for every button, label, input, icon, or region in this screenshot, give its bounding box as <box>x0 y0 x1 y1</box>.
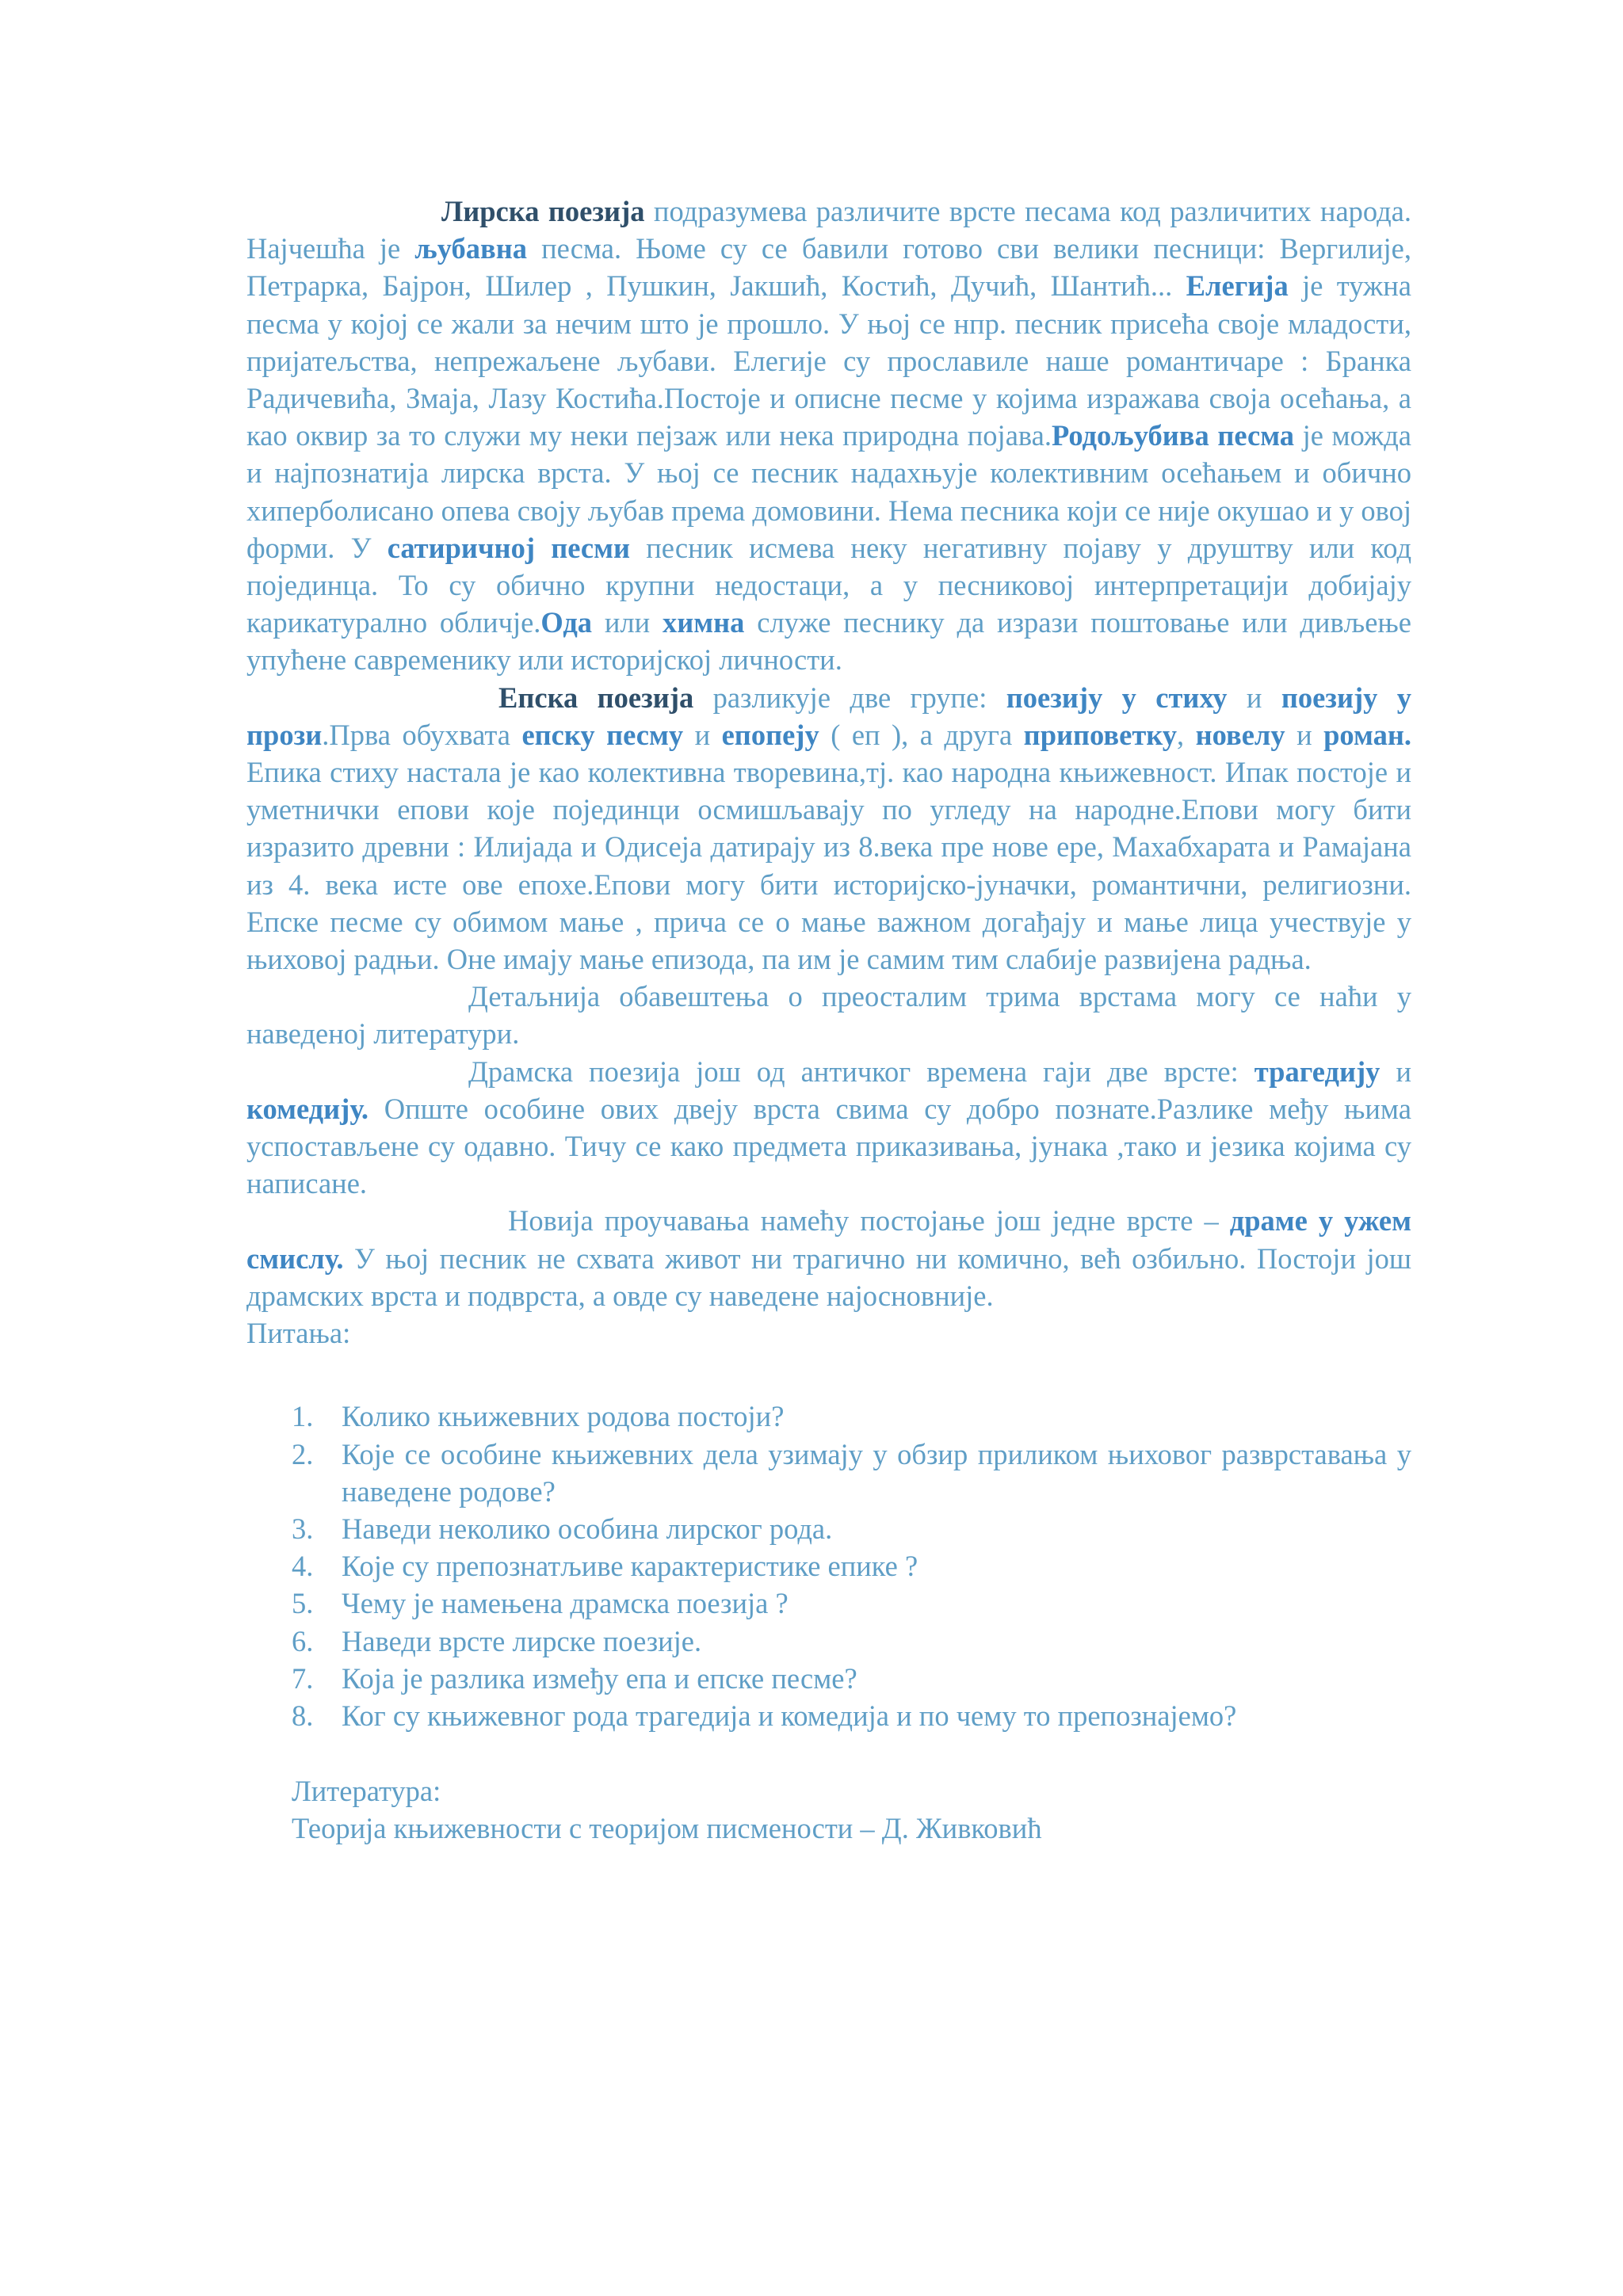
question-item: Које се особине књижевних дела узимају у обзир приликом њиховог разврставања у наведене родове? <box>342 1437 1411 1508</box>
lyric-poetry-term: Лирска поезија <box>441 195 645 227</box>
lyric-poetry-paragraph: Лирска поезија подразумева различите врсте песама код различитих народа. Најчешћа је љубавна песма. Њоме су се бавили готово сви велики песници: Вергилије, Петрарка, Бајрон, Шилер , Пушкин, Јакшић, Костић, Дучић, Шантић... Елегија је тужна песма у којој се жали за нечим што је прошло. У њој се нпр. песник присећа своје младости, пријатељства, непрежаљене љубави. Елегије су прославиле наше романтичаре : Бранка Радичевића, Змаја, Лазу Костића.Постоје и описне песме у којима изражава своја осећања, а као оквир за то служи му неки пејзаж или нека природна појава.Родољубива песма је можда и најпознатија лирска врста. У њој се песник надахњује колективним осећањем и обично хиперболисано опева своју љубав према домовини. Нема песника који се није окушао и у овој форми. У сатиричној песми песник исмева неку негативну појаву у друштву или код појединца. То су обично крупни недостаци, а у песниковој интерпретацији добијају карикатурално обличје.Ода или химна служе песнику да изрази поштовање или дивљење упућене савременику или историјској личности. <box>246 195 1412 677</box>
satirical-song-term: сатиричној песми <box>387 531 631 564</box>
literature-heading: Литература: <box>292 1775 441 1808</box>
question-item: Чему је намењена драмска поезија ? <box>342 1587 789 1620</box>
question-item: Која је разлика између епа и епске песме? <box>342 1661 857 1695</box>
questions-heading: Питања: <box>246 1317 351 1350</box>
drama-paragraph: Драмска поезија још од античког времена гаји две врсте: трагедију и комедију. Опште особине ових двеју врста свима су добро познате.Разлике међу њима успостављене су одавно. Тичу се како предмета приказивања, јунака ,тако и језика којима су написане. <box>246 1055 1411 1200</box>
verse-poetry-term: поезију у стиху <box>1006 681 1228 714</box>
question-item: Наведи врсте лирске поезије. <box>342 1624 702 1657</box>
epic-poetry-term: Епска поезија <box>498 681 694 714</box>
drama-narrow-term: драме у ужем смислу. <box>246 1204 1411 1275</box>
comedy-term: комедију. <box>246 1092 369 1125</box>
question-item: Које су препознатљиве карактеристике епике ? <box>342 1550 918 1583</box>
questions-list <box>246 1398 1411 1734</box>
epopee-term: епопеју <box>721 718 819 751</box>
tragedy-term: трагедију <box>1254 1055 1381 1088</box>
epic-song-term: епску песму <box>521 718 684 751</box>
patriotic-song-term: Родољубива песма <box>1051 419 1295 452</box>
more-info-paragraph: Детаљнија обавештења о преосталим трима врстама могу се наћи у наведеној литератури. <box>246 980 1411 1051</box>
newer-studies-paragraph: Новија проучавања намећу постојање још једне врсте – драме у ужем смислу. У њој песник не схвата живот ни трагично ни комично, већ озбиљно. Постоји још драмских врста и подврста, а овде су наведене најосновније. <box>246 1204 1411 1312</box>
literature-reference: Теорија књижевности с теоријом писмености – Д. Живковић <box>292 1812 1042 1845</box>
prose-poetry-term: поезију у прози <box>246 681 1411 751</box>
question-item: Колико књижевних родова постоји? <box>342 1400 785 1433</box>
novella-term: новелу <box>1195 718 1285 751</box>
story-term: приповетку <box>1023 718 1178 751</box>
question-item: Наведи неколико особина лирског рода. <box>342 1512 833 1545</box>
question-item: Ког су књижевног рода трагедија и комедија и по чему то препознајемо? <box>342 1699 1237 1732</box>
document-body <box>246 193 1411 1848</box>
hymn-term: химна <box>663 606 745 639</box>
epic-poetry-paragraph: Епска поезија разликује две групе: поезију у стиху и поезију у прози.Прва обухвата епску песму и епопеју ( еп ), а друга приповетку, новелу и роман. Епика стиху настала је као колективна творевина,тј. као народна књижевност. Ипак постоје и уметнички епови које појединци осмишљавају по угледу на народне.Епови могу бити изразито древни : Илијада и Одисеја датирају из 8.века пре нове ере, Махабхарата и Рамајана из 4. века исте ове епохе.Епови могу бити историјско-јуначки, романтични, религиозни. Епске песме су обимом мање , прича се о мање важном догађају и мање лица учествује у њиховој радњи. Оне имају мање епизода, па им је самим тим слабије развијена радња. <box>246 681 1411 976</box>
elegy-term: Елегија <box>1186 269 1289 303</box>
ode-term: Ода <box>540 606 593 639</box>
novel-term: роман. <box>1323 718 1411 751</box>
love-song-term: љубавна <box>414 232 528 265</box>
